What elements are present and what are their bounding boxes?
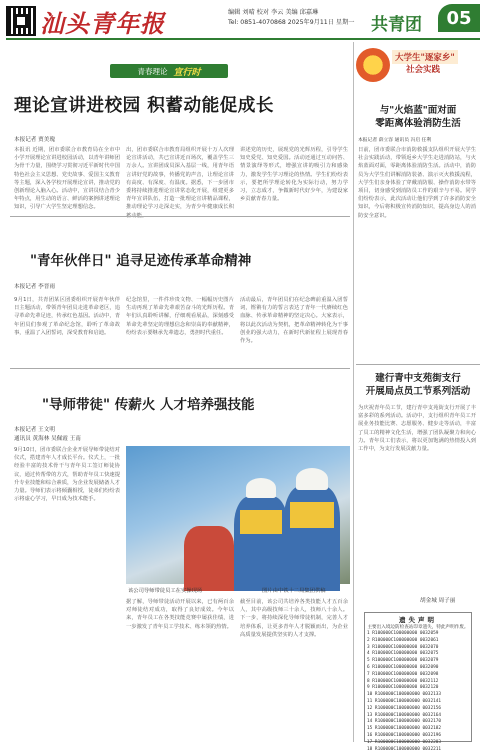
notice-line: 17 R100000C100000000 0032203 <box>367 739 442 745</box>
notice-line: 8 R100000C100000000 0032112 <box>367 678 439 684</box>
right-divider <box>356 364 480 365</box>
right-headline2-l1: 建行青中支苑街支行 <box>375 373 461 384</box>
badge-line1: 大学生"逐家乡" <box>392 50 458 64</box>
notice-line: 16 R100000C100000000 0032196 <box>367 732 442 738</box>
right-headline1-l1: 与"火焰蓝"面对面 <box>379 105 457 116</box>
notice-line: 7 R100000C100000000 0032098 <box>367 671 439 677</box>
article3-col3: 截至目前，该公司共培养各类技能人才五百余人，其中高级技师三十余人，技师八十余人。下一步，将持续深化导师带徒机制，完善人才培养体系，让更多青年人才脱颖而出，为企业高质量发展提供坚实的人才支撑。 <box>240 599 348 638</box>
article3-col1: 9月10日，团市委联合企业开展导师带徒结对仪式，搭建青年人才成长平台。仪式上，一批经验丰富的技术骨干与青年员工签订师徒协议，通过传帮带的方式，帮助青年员工快速提升专业技能和综合素质，为企业发展储备人才力量。导师们表示将倾囊相授，徒弟们纷纷表示将虚心学习，早日成为技术能手。 <box>14 447 120 503</box>
photo-caption-left: 该公司导师带徒员工在实操现场 <box>128 588 203 594</box>
right-text2: 为庆祝青年员工节，建行青中支苑街支行开展了丰富多彩的系列活动。活动中，支行组织青年员工开展业务技能比赛、志愿服务、健步走等活动，丰富了员工的精神文化生活，增强了团队凝聚力和向心力。青年员工们表示，将以更加饱满的热情投入到工作中，为支行发展贡献力量。 <box>358 405 476 453</box>
badge-line2: 社会实践 <box>406 65 441 75</box>
banner-left: 青春理论 <box>137 66 168 76</box>
article1-headline: 理论宣讲进校园 积蓄动能促成长 <box>14 95 274 116</box>
notice-line: 13 R100000C100000000 0032164 <box>367 712 442 718</box>
page-number: 05 <box>438 4 480 32</box>
article2-byline: 本报记者 李晋雨 <box>14 284 55 290</box>
section-title: 共青团 <box>371 15 422 35</box>
notice-line: 10 R100000C100000000 0032133 <box>367 692 442 698</box>
notice-line: 2 R100000C100000000 0032061 <box>367 637 439 643</box>
notice-line: 15 R100000C100000000 0032182 <box>367 726 442 732</box>
article3-headline: "导师带徒" 传薪火 人才培养强技能 <box>42 397 255 413</box>
notice-title: 遗失声明 <box>399 616 437 624</box>
notice-line: 18 R100000C100000000 0032211 <box>367 746 442 752</box>
header-editors: 编辑 刘晴 校对 李云 美编 邱嘉琳 <box>228 9 319 16</box>
right-headline2 <box>356 372 480 398</box>
article3-col2: 据了解，导师带徒活动开展以来，已有两百余对师徒结对成功，取得了良好成效。今年以来，青年员工在各类技能竞赛中屡获佳绩，进一步激发了青年员工学技术、练本领的热情。 <box>126 599 234 630</box>
badge-emblem-icon <box>356 48 390 82</box>
notice-line: 6 R100000C100000000 0032090 <box>367 664 439 670</box>
article1-col2: 出，团市委联合市教育局组织开展十万人次理论宣讲活动，共已宣讲近百场次，覆盖学生三万余人。宣讲团成员深入基层一线，用青年语言讲好党的故事，传播党的声音，让理论宣讲有高度、有深度、有温度。据悉，下一步团市委将持续推进理论宣讲常态化开展，组建更多青年宣讲队伍，打造一批理论宣讲精品课程，推动理论学习走深走实，为青少年健康成长积 <box>126 147 234 211</box>
right-headline1 <box>356 104 480 130</box>
banner-right: 宣行时 <box>173 67 201 78</box>
notice-line: 14 R100000C100000000 0032170 <box>367 719 442 725</box>
article1-banner <box>110 64 228 78</box>
article2-col2: 纪念馆里，一件件珍贵文物、一幅幅历史图片生动再现了革命先辈艰苦奋斗的光辉历程。青年们认真聆听讲解，仔细观看展品，深刻感受革命先辈坚定的理想信念和崇高的奉献精神，纷纷表示要继承先辈遗志，勇担时代重任。 <box>126 297 234 336</box>
right-byline2: 胡金城 周子丽 <box>420 598 456 604</box>
article2-col3: 活动最后，青年团员们在纪念碑前重温入团誓词，铿锵有力的誓言表达了青年一代赓续红色血脉、传承革命精神的坚定决心。大家表示，将以此次活动为契机，把革命精神转化为干事创业的强大动力，在新时代新征程上展现青春作为。 <box>240 297 348 345</box>
article3-byline2: 通讯员 黄海林 吴佩霞 王南 <box>14 436 81 442</box>
right-headline1-l2: 零距离体验消防生活 <box>375 118 461 129</box>
notice-line: 1 R100000C100000000 0032059 <box>367 631 439 636</box>
article3-photo <box>126 446 350 584</box>
notice-line: 11 R100000C100000000 0032141 <box>367 698 442 704</box>
lost-notice-box <box>364 612 472 752</box>
article2-col1: 9月1日，共青团某区团委组织开展青年伙伴日主题活动，带领青年团员走进革命老区，追寻革命先辈足迹，传承红色基因。活动中，青年团员们参观了革命纪念馆，聆听了革命故事，重温了入团誓词，深受教育和启迪。 <box>14 297 120 336</box>
notice-line: 3 R100000C100000000 0032070 <box>367 644 439 650</box>
notice-line: 4 R100000C100000000 0032075 <box>367 651 439 657</box>
header-date: Tel: 0851-4070868 2025年9月11日 星期一 <box>228 19 355 26</box>
article1-col3: 讲述党的历史，展现党的光辉历程，引导学生知史爱党、知史爱国。活动还通过互动问答、情景演绎等形式，增强宣讲的吸引力和感染力，激发学生学习理论的热情。学生们纷纷表示，要把所学理论转化为实际行动，努力学习，立志成才，争做新时代好少年，为建设家乡贡献青春力量。 <box>240 147 348 203</box>
article2-headline: "青年伙伴日" 追寻足迹传承革命精神 <box>30 253 252 269</box>
article3-byline1: 本报记者 王文明 <box>14 427 55 433</box>
masthead-title: 汕头青年报 <box>40 9 165 38</box>
notice-line: 9 R100000C100000000 0032120 <box>367 685 439 691</box>
right-byline1: 本报记者 薛立容 通讯员 冯启 任利 <box>358 138 432 143</box>
column-divider <box>353 42 354 742</box>
qr-code-icon <box>6 6 36 36</box>
header-divider <box>6 38 480 40</box>
photo-caption-right: 图片由中铁十二局集团供稿 <box>262 588 326 594</box>
notice-list <box>367 631 469 753</box>
notice-subtitle: 主要出入境边防检查站印章遗失，特此声明作废。 <box>367 625 469 630</box>
article1-col1: 本报讯 近期，团市委联合市教育局在全市中小学开展理论宣讲进校园活动，以青年讲师团为骨干力量，围绕学习贯彻习近平新时代中国特色社会主义思想、党史故事、爱国主义教育等主题，深入各学校开展理论宣讲，推动党的创新理论入脑入心。活动中，宣讲员结合青少年特点，用生动的语言、鲜活的案例讲述理论知识，引导广大学生坚定理想信念。 <box>14 147 120 211</box>
notice-line: 5 R100000C100000000 0032079 <box>367 658 439 664</box>
divider-2 <box>10 368 350 369</box>
article1-byline: 本报记者 贾美瑰 <box>14 137 55 143</box>
notice-line: 12 R100000C100000000 0032156 <box>367 705 442 711</box>
right-text1: 日前，团市委联合市消防救援支队组织开展大学生社会实践活动，带领返乡大学生走进消防站，与火焰蓝面对面，零距离体验消防生活。活动中，消防员为大学生们讲解消防装备、演示灭火救援流程，大学生们亲身体验了穿戴消防服、操作消防水带等项目，切身感受到消防员工作的艰辛与不易。同学们纷纷表示，此次活动让他们学到了许多消防安全知识，今后将积极宣传消防知识，提高身边人的消防安全意识。 <box>358 147 476 219</box>
right-headline2-l2: 开展局点员工节系列活动 <box>365 386 471 397</box>
divider-1 <box>10 216 350 217</box>
